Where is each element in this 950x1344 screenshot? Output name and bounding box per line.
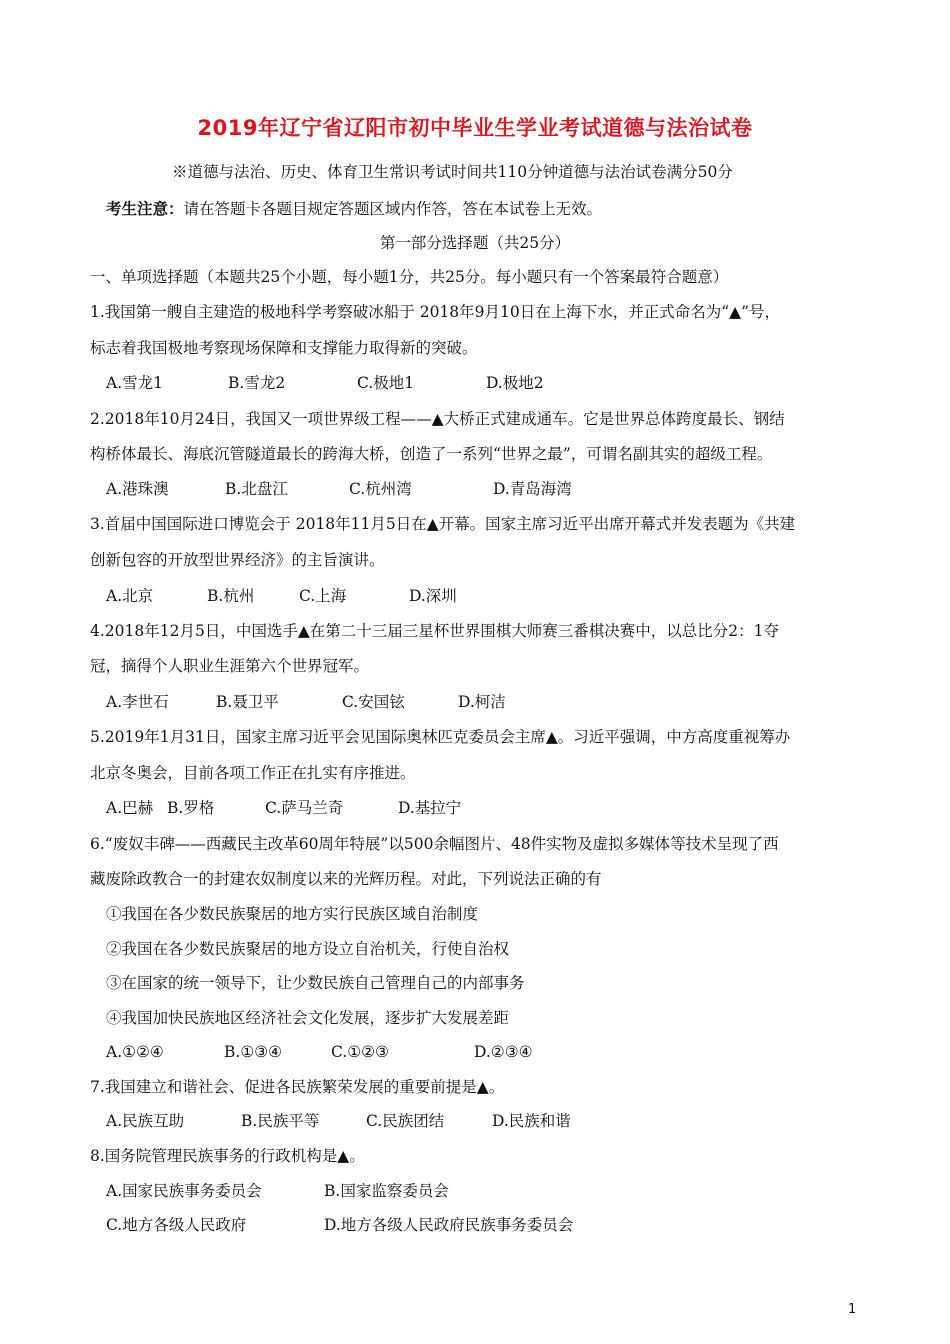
option: A.李世石 xyxy=(106,693,169,711)
option: B.雪龙2 xyxy=(228,374,286,392)
question-5-line-2: 北京冬奥会，目前各项工作正在扎实有序推进。 xyxy=(90,764,416,782)
option: B.杭州 xyxy=(207,587,255,605)
option: B.聂卫平 xyxy=(216,693,279,711)
question-6-statement-1: ①我国在各少数民族聚居的地方实行民族区域自治制度 xyxy=(106,905,479,923)
option: C.安国铉 xyxy=(342,693,405,711)
option: A.北京 xyxy=(106,587,154,605)
question-6-line-1: 6.“废奴丰碑——西藏民主改革60周年特展”以500余幅图片、48件实物及虚拟多媒体等技术呈现了西 xyxy=(90,835,779,853)
option: B.民族平等 xyxy=(241,1112,320,1130)
option: D.地方各级人民政府民族事务委员会 xyxy=(324,1216,574,1234)
question-6-statement-2: ②我国在各少数民族聚居的地方设立自治机关，行使自治权 xyxy=(106,940,510,958)
section-title: 一、单项选择题（本题共25个小题，每小题1分，共25分。每小题只有一个答案最符合题意） xyxy=(90,268,729,286)
option: D.民族和谐 xyxy=(492,1112,571,1130)
question-2-line-1: 2.2018年10月24日，我国又一项世界级工程——▲大桥正式建成通车。它是世界总体跨度最长、钢结 xyxy=(90,410,785,428)
question-5-line-1: 5.2019年1月31日，国家主席习近平会见国际奥林匹克委员会主席▲。习近平强调，中方高度重视筹办 xyxy=(90,728,791,746)
question-6-statement-3: ③在国家的统一领导下，让少数民族自己管理自己的内部事务 xyxy=(106,974,525,992)
option: A.港珠澳 xyxy=(106,480,169,498)
option: D.极地2 xyxy=(486,374,544,392)
question-2-options xyxy=(106,479,886,499)
question-1-options xyxy=(106,373,886,393)
exam-title: 2019年辽宁省辽阳市初中毕业生学业考试道德与法治试卷 xyxy=(197,116,753,140)
option: B.国家监察委员会 xyxy=(324,1182,449,1200)
option: A.①②④ xyxy=(106,1043,164,1061)
option: C.地方各级人民政府 xyxy=(106,1216,247,1234)
question-3-line-2: 创新包容的开放型世界经济》的主旨演讲。 xyxy=(90,551,385,569)
question-6-line-2: 藏废除政教合一的封建农奴制度以来的光辉历程。对此，下列说法正确的有 xyxy=(90,870,602,888)
option: D.②③④ xyxy=(474,1043,533,1061)
option: D.基拉宁 xyxy=(398,799,462,817)
notice-text: 请在答题卡各题目规定答题区域内作答，答在本试卷上无效。 xyxy=(183,200,603,218)
question-1-line-2: 标志着我国极地考察现场保障和支撑能力取得新的突破。 xyxy=(90,339,478,357)
exam-notice xyxy=(106,199,886,219)
option: C.杭州湾 xyxy=(349,480,412,498)
option: B.①③④ xyxy=(224,1043,283,1061)
option: B.北盘江 xyxy=(225,480,288,498)
question-5-options xyxy=(106,798,886,818)
question-8-line-1: 8.国务院管理民族事务的行政机构是▲。 xyxy=(90,1147,365,1165)
option: A.雪龙1 xyxy=(106,374,163,392)
question-6-statement-4: ④我国加快民族地区经济社会文化发展，逐步扩大发展差距 xyxy=(106,1009,510,1027)
question-2-line-2: 构桥体最长、海底沉管隧道最长的跨海大桥，创造了一系列“世界之最”，可谓名副其实的超级工程。 xyxy=(90,445,773,463)
option: D.深圳 xyxy=(409,587,457,605)
option: C.极地1 xyxy=(357,374,415,392)
option: D.青岛海湾 xyxy=(493,480,572,498)
option: B.罗格 xyxy=(167,799,215,817)
option: D.柯洁 xyxy=(458,693,506,711)
question-4-line-2: 冠，摘得个人职业生涯第六个世界冠军。 xyxy=(90,657,370,675)
question-8-options-row-1 xyxy=(106,1181,886,1201)
option: C.萨马兰奇 xyxy=(265,799,344,817)
question-4-line-1: 4.2018年12月5日，中国选手▲在第二十三届三星杯世界围棋大师赛三番棋决赛中，以总比分2：1夺 xyxy=(90,622,779,640)
option: A.巴赫 xyxy=(106,799,154,817)
option: A.民族互助 xyxy=(106,1112,185,1130)
page-number: 1 xyxy=(848,1302,857,1317)
question-6-options xyxy=(106,1042,886,1062)
question-8-options-row-2 xyxy=(106,1215,886,1235)
question-1-line-1: 1.我国第一艘自主建造的极地科学考察破冰船于 2018年9月10日在上海下水，并正式命名为“▲”号， xyxy=(90,303,781,321)
option: C.上海 xyxy=(299,587,347,605)
question-3-options xyxy=(106,586,886,606)
option: C.民族团结 xyxy=(366,1112,445,1130)
part-title: 第一部分选择题（共25分） xyxy=(379,234,571,252)
exam-subtitle: ※道德与法治、历史、体育卫生常识考试时间共110分钟道德与法治试卷满分50分 xyxy=(172,163,733,181)
option: A.国家民族事务委员会 xyxy=(106,1182,262,1200)
question-4-options xyxy=(106,692,886,712)
option: C.①②③ xyxy=(331,1043,389,1061)
notice-label: 考生注意： xyxy=(106,199,184,218)
question-7-options xyxy=(106,1111,886,1131)
question-3-line-1: 3.首届中国国际进口博览会于 2018年11月5日在▲开幕。国家主席习近平出席开幕式并发表题为《共建 xyxy=(90,515,796,533)
question-7-line-1: 7.我国建立和谐社会、促进各民族繁荣发展的重要前提是▲。 xyxy=(90,1078,505,1096)
